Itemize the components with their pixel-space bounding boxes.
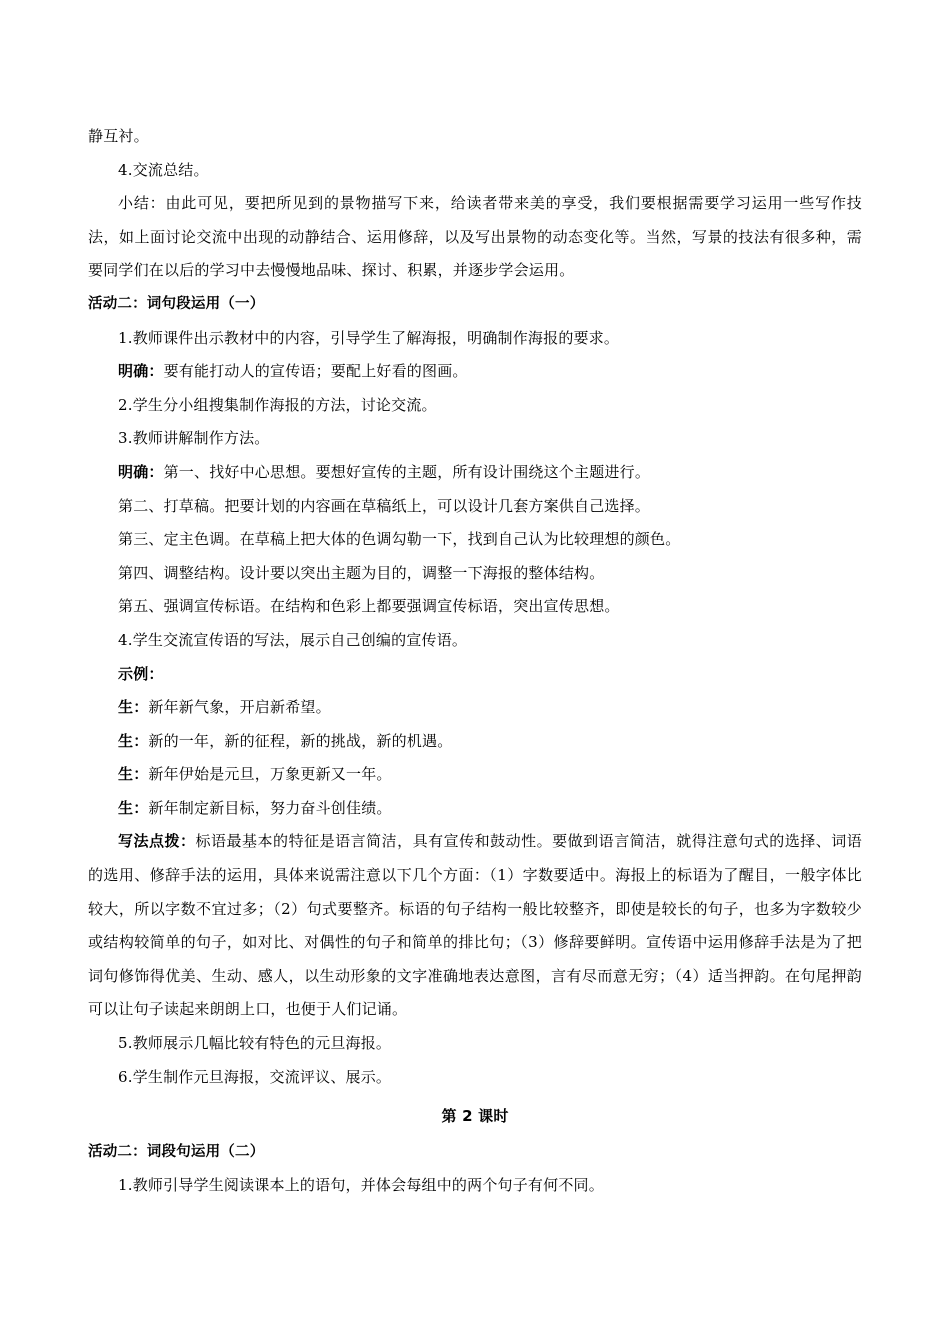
example-line <box>88 691 862 725</box>
speaker-label: 生： <box>118 798 149 817</box>
section-heading-activity-2-2: 活动二：词段句运用（二） <box>88 1143 265 1160</box>
text-line: 第三、定主色调。在草稿上把大体的色调勾勒一下，找到自己认为比较理想的颜色。 <box>118 530 681 549</box>
inline-text: 要有能打动人的宣传语；要配上好看的图画。 <box>163 362 468 381</box>
inline-text: 新的一年，新的征程，新的挑战，新的机遇。 <box>148 731 453 750</box>
document-page <box>88 120 862 1203</box>
speaker-label: 生： <box>118 765 149 784</box>
bold-label: 明确： <box>118 362 164 381</box>
inline-text: 新年伊始是元旦，万象更新又一年。 <box>148 765 392 784</box>
inline-text: 新年新气象，开启新希望。 <box>148 698 331 717</box>
example-label: 示例： <box>118 664 164 683</box>
text-line: 第五、强调宣传标语。在结构和色彩上都要强调宣传标语，突出宣传思想。 <box>118 597 620 616</box>
lesson-title: 第 2 课时 <box>441 1107 509 1126</box>
inline-text: 新年制定新目标，努力奋斗创佳绩。 <box>148 798 392 817</box>
example-line <box>88 725 862 759</box>
speaker-label: 生： <box>118 731 149 750</box>
text-line <box>88 355 862 389</box>
writing-tip-paragraph <box>88 825 862 1027</box>
text-line: 2.学生分小组搜集制作海报的方法，讨论交流。 <box>118 395 437 414</box>
text-line: 静互衬。 <box>88 127 149 145</box>
text-line: 5.教师展示几幅比较有特色的元旦海报。 <box>118 1034 392 1053</box>
text-line: 6.学生制作元旦海报，交流评议、展示。 <box>118 1067 392 1086</box>
text-line: 4.交流总结。 <box>118 160 209 179</box>
example-line <box>88 792 862 826</box>
speaker-label: 生： <box>118 698 149 717</box>
text-line: 1.教师引导学生阅读课本上的语句，并体会每组中的两个句子有何不同。 <box>118 1176 604 1195</box>
text-line <box>88 456 862 490</box>
summary-paragraph: 小结：由此可见，要把所见到的景物描写下来，给读者带来美的享受，我们要根据需要学习运用一些写作技法，如上面讨论交流中出现的动静结合、运用修辞，以及写出景物的动态变化等。当然，写景的技法有很多种，需要同学们在以后的学习中去慢慢地品味、探讨、积累，并逐步学会运用。 <box>88 194 862 280</box>
text-line: 3.教师讲解制作方法。 <box>118 429 270 448</box>
inline-text: 标语最基本的特征是语言简洁，具有宣传和鼓动性。要做到语言简洁，就得注意句式的选择、词语的选用、修辞手法的运用，具体来说需注意以下几个方面：（1）字数要适中。海报上的标语为了醒目，一般字体比较大，所以字数不宜过多；（2）句式要整齐。标语的句子结构一般比较整齐，即使是较长的句子，也多为字数较少或结构较简单的句子，如对比、对偶性的句子和简单的排比句；（3）修辞要鲜明。宣传语中运用修辞手法是为了把词句修饰得优美、生动、感人，以生动形象的文字准确地表达意图，言有尽而意无穷；（4）适当押韵。在句尾押韵可以让句子读起来朗朗上口，也便于人们记诵。 <box>88 832 862 1019</box>
text-line: 第四、调整结构。设计要以突出主题为目的，调整一下海报的整体结构。 <box>118 563 605 582</box>
bold-label: 明确： <box>118 462 164 481</box>
example-line <box>88 758 862 792</box>
text-line: 4.学生交流宣传语的写法，展示自己创编的宣传语。 <box>118 630 468 649</box>
inline-text: 第一、找好中心思想。要想好宣传的主题，所有设计围绕这个主题进行。 <box>163 462 651 481</box>
bold-label: 写法点拨： <box>118 832 196 851</box>
text-line: 1.教师课件出示教材中的内容，引导学生了解海报，明确制作海报的要求。 <box>118 328 620 347</box>
section-heading-activity-2-1: 活动二：词句段运用（一） <box>88 295 265 312</box>
text-line: 第二、打草稿。把要计划的内容画在草稿纸上，可以设计几套方案供自己选择。 <box>118 496 651 515</box>
